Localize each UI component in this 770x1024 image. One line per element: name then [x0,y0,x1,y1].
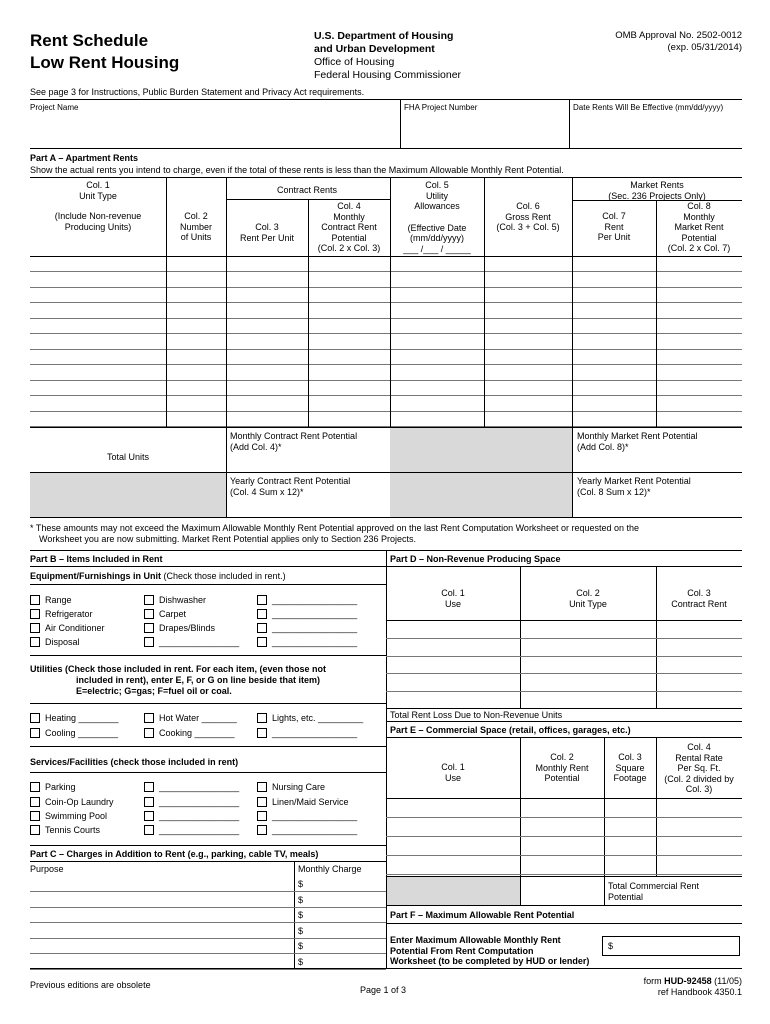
equipment-heading-bold: Equipment/Furnishings in Unit [30,571,161,581]
col1-subtitle: Unit Type [79,190,117,201]
row-line [386,638,742,639]
row-line [386,691,742,692]
part-e-col4-line: Col. 3) [685,784,713,794]
monthly-charge-dollar[interactable]: $ [298,910,304,920]
col8-line: Monthly [683,211,715,222]
col8-header [656,201,742,254]
divider [166,177,167,427]
other-equipment-blank[interactable]: _________________ [272,609,358,619]
air-conditioner-label: Air Conditioner [45,623,105,633]
monthly-charge-header: Monthly Charge [298,864,362,874]
divider [30,566,742,567]
part-e-col2-line: Monthly Rent [535,762,589,773]
other-service-blank[interactable]: ________________ [159,811,240,821]
divider [572,177,573,517]
air-conditioner-checkbox[interactable] [30,623,40,633]
fha-number-label: FHA Project Number [404,103,478,112]
part-d-col2-sub: Unit Type [569,598,607,609]
part-f-instruction-line: Enter Maximum Allowable Monthly Rent [390,935,561,945]
range-checkbox[interactable] [30,595,40,605]
col5-line: (Effective Date [407,222,467,233]
part-e-col4-line: (Col. 2 divided by [664,773,734,784]
drapes-label: Drapes/Blinds [159,623,216,633]
col8-title: Col. 8 [687,201,711,211]
linen-checkbox[interactable] [257,797,267,807]
col1-title: Col. 1 [86,180,110,190]
col4-line: Potential [331,232,367,243]
total-commercial-rent-line: Potential [608,891,644,902]
laundry-label: Coin-Op Laundry [45,797,114,807]
part-e-col3-header [604,752,656,784]
monthly-contract-rent-label [230,431,357,452]
form-title-line1: Rent Schedule [30,31,149,50]
agency-commissioner: Federal Housing Commissioner [314,69,462,81]
row-line [386,836,742,837]
col4-title: Col. 4 [337,201,361,211]
other-equipment-checkbox[interactable] [257,609,267,619]
col3-line: Rent Per Unit [239,232,295,243]
omb-approval [615,30,742,54]
other-service-checkbox[interactable] [257,811,267,821]
monthly-market-rent-line: (Add Col. 8)* [577,441,629,452]
project-name-field[interactable] [30,118,398,146]
part-f-heading: Part F – Maximum Allowable Rent Potential [390,910,575,920]
part-f-instruction [390,935,589,967]
pool-checkbox[interactable] [30,811,40,821]
carpet-checkbox[interactable] [144,609,154,619]
part-e-col3-line: Footage [613,773,647,783]
equipment-heading-note: (Check those included in rent.) [161,571,286,581]
heating-checkbox[interactable] [30,713,40,723]
shaded-cell [387,877,520,905]
part-d-col1-sub: Use [444,598,461,609]
other-service-blank[interactable]: _________________ [272,811,358,821]
other-utility-checkbox[interactable] [257,728,267,738]
utilities-heading [30,664,386,697]
tennis-label: Tennis Courts [45,825,101,835]
other-service-checkbox[interactable] [144,811,154,821]
col4-line: Monthly [333,211,365,222]
other-equipment-checkbox[interactable] [257,623,267,633]
col2-title: Col. 2 [184,211,208,221]
parking-label: Parking [45,782,76,792]
omb-expiration: (exp. 05/31/2014) [667,42,742,53]
total-rent-loss-label: Total Rent Loss Due to Non-Revenue Units [390,710,563,720]
services-heading: Services/Facilities (check those included in rent) [30,757,239,767]
divider [30,703,386,704]
divider [294,861,295,968]
part-a-heading: Part A – Apartment Rents [30,153,139,163]
divider [386,923,742,924]
other-service-checkbox[interactable] [144,825,154,835]
divider [30,655,386,656]
purpose-header: Purpose [30,864,64,874]
part-d-col2-header [520,588,656,609]
dollar-sign: $ [608,941,614,951]
lights-checkbox[interactable] [257,713,267,723]
other-service-blank[interactable]: ________________ [159,797,240,807]
form-id [644,976,742,998]
part-e-col1-header [386,762,520,783]
row-line [30,333,742,334]
other-service-checkbox[interactable] [257,825,267,835]
col4-header [308,201,390,254]
laundry-checkbox[interactable] [30,797,40,807]
nursing-label: Nursing Care [272,782,326,792]
pool-label: Swimming Pool [45,811,108,821]
part-d-col3-header [656,588,742,609]
yearly-contract-rent-line: (Col. 4 Sum x 12)* [230,486,304,497]
agency-name-line1: U.S. Department of Housing [314,30,454,42]
yearly-market-rent-line: (Col. 8 Sum x 12)* [577,486,651,497]
nursing-checkbox[interactable] [257,782,267,792]
monthly-market-rent-label [577,431,698,452]
col6-line: (Col. 3 + Col. 5) [496,222,560,232]
yearly-contract-rent-line: Yearly Contract Rent Potential [230,476,351,486]
monthly-contract-rent-line: Monthly Contract Rent Potential [230,431,358,441]
cooking-checkbox[interactable] [144,728,154,738]
other-service-blank[interactable]: _________________ [272,825,358,835]
part-d-col3-title: Col. 3 [687,588,711,598]
shaded-cell [30,473,226,517]
divider [386,708,742,709]
col8-line: Potential [681,232,717,243]
row-line [386,656,742,657]
footnote-line: * These amounts may not exceed the Maximum Allowable Monthly Rent Potential approved on the last Rent Computation Worksheet or requested on the [30,523,640,533]
hot-water-checkbox[interactable] [144,713,154,723]
col6-line: Gross Rent [505,211,551,222]
row-line [30,411,742,412]
row-line [30,287,742,288]
part-b-heading: Part B – Items Included in Rent [30,554,163,564]
part-d-col3-sub: Contract Rent [671,598,727,609]
part-e-col4-header [656,742,742,795]
part-e-col4-line: Rental Rate [675,752,723,763]
col5-header [390,180,484,254]
divider [30,861,386,862]
other-equipment-checkbox[interactable] [144,637,154,647]
heating-label[interactable]: Heating ________ [45,713,119,723]
market-rents-subtitle: (Sec. 236 Projects Only) [608,190,706,201]
row-line [386,855,742,856]
divider [484,177,485,427]
divider [226,177,227,517]
fha-number-field[interactable] [404,118,568,146]
divider [30,746,386,747]
cooking-label[interactable]: Cooking ________ [159,728,235,738]
row-line [30,969,386,970]
monthly-contract-rent-line: (Add Col. 4)* [230,441,282,452]
divider [308,199,309,427]
agency-block [314,30,461,82]
other-equipment-checkbox[interactable] [257,595,267,605]
part-d-col1-title: Col. 1 [441,588,465,598]
divider [400,99,401,148]
divider [386,737,742,738]
row-line [386,620,742,621]
divider [386,721,742,722]
row-line [30,302,742,303]
row-line [30,953,386,954]
other-service-blank[interactable]: ________________ [159,782,240,792]
col1-header [30,180,166,232]
omb-number: OMB Approval No. 2502-0012 [615,30,742,41]
parking-checkbox[interactable] [30,782,40,792]
col7-header [572,211,656,243]
col5-line: Utility [426,190,448,201]
date-effective-field[interactable] [573,118,741,146]
agency-office: Office of Housing [314,56,395,68]
monthly-charge-dollar[interactable]: $ [298,926,304,936]
other-equipment-blank[interactable]: _________________ [272,623,358,633]
part-e-heading: Part E – Commercial Space (retail, offices, garages, etc.) [390,725,631,735]
monthly-charge-dollar[interactable]: $ [298,957,304,967]
monthly-charge-dollar[interactable]: $ [298,941,304,951]
part-e-col3-line: Square [615,762,645,773]
part-d-col2-title: Col. 2 [576,588,600,598]
row-line [30,922,386,923]
col4-line: Contract Rent [321,222,377,232]
col3-title: Col. 3 [255,222,279,232]
footnote-line: Worksheet you are now submitting. Market Rent Potential applies only to Section 236 Projects. [39,534,417,544]
other-equipment-blank[interactable]: ________________ [159,637,240,647]
divider [572,200,742,201]
divider [30,472,742,473]
divider [30,427,742,428]
col5-line: (mm/dd/yyyy) [410,233,464,243]
row-line [30,938,386,939]
other-service-blank[interactable]: ________________ [159,825,240,835]
part-f-instruction-line: Potential From Rent Computation [390,945,534,956]
part-e-col4-line: Per Sq. Ft. [677,763,721,773]
row-line [30,907,386,908]
yearly-contract-rent-label [230,476,350,497]
part-e-col1-title: Col. 1 [441,762,465,772]
divider [30,772,386,773]
monthly-charge-dollar[interactable]: $ [298,895,304,905]
form-prefix: form [643,976,665,986]
divider [30,517,742,518]
part-e-col3-title: Col. 3 [618,752,642,762]
previous-editions-note: Previous editions are obsolete [30,980,151,990]
col8-line: (Col. 2 x Col. 7) [667,243,731,253]
col1-note: (Include Non-revenue [54,211,142,221]
form-date: (11/05) [711,976,742,986]
total-commercial-rent-line: Total Commercial Rent [608,881,700,891]
row-line [30,395,742,396]
row-line [386,874,742,875]
row-line [30,891,386,892]
total-commercial-rent-label [608,881,699,902]
instructions-note: See page 3 for Instructions, Public Burden Statement and Privacy Act requirements. [30,87,365,97]
dishwasher-label: Dishwasher [159,595,207,605]
total-units-label: Total Units [106,452,150,462]
dishwasher-checkbox[interactable] [144,595,154,605]
lights-label[interactable]: Lights, etc. _________ [272,713,364,723]
col7-line: Per Unit [597,232,631,242]
divider [656,200,657,427]
row-line [386,798,742,799]
refrigerator-label: Refrigerator [45,609,93,619]
col2-line: of Units [180,232,212,242]
part-a-footnote [30,523,742,545]
col6-title: Col. 6 [516,201,540,211]
disposal-label: Disposal [45,637,80,647]
part-e-col2-line: Potential [544,773,580,783]
row-line [30,271,742,272]
refrigerator-checkbox[interactable] [30,609,40,619]
col7-line: Rent [604,221,624,232]
part-e-col1-sub: Use [444,772,461,783]
project-name-label: Project Name [30,103,79,112]
col2-line: Number [179,221,212,232]
date-effective-label: Date Rents Will Be Effective (mm/dd/yyyy) [573,103,724,112]
row-line [30,380,742,381]
form-title-line2: Low Rent Housing [30,53,180,72]
linen-label: Linen/Maid Service [272,797,349,807]
part-d-heading: Part D – Non-Revenue Producing Space [390,554,561,564]
other-service-checkbox[interactable] [144,782,154,792]
row-line [30,318,742,319]
col5-date-blank[interactable]: ___ /___ / _____ [403,243,471,254]
col7-title: Col. 7 [602,211,626,221]
row-line [30,256,742,257]
equipment-heading [30,571,286,582]
row-line [30,349,742,350]
col5-line: Allowances [414,201,460,211]
form-number: HUD-92458 [664,976,712,986]
divider [30,148,742,149]
other-equipment-blank[interactable]: _________________ [272,595,358,605]
part-e-col2-header [520,752,604,784]
row-line [386,817,742,818]
disposal-checkbox[interactable] [30,637,40,647]
yearly-market-rent-line: Yearly Market Rent Potential [577,476,691,486]
tennis-checkbox[interactable] [30,825,40,835]
cooling-label[interactable]: Cooling ________ [45,728,119,738]
page-number: Page 1 of 3 [360,985,407,995]
carpet-label: Carpet [159,609,187,619]
col1-note: Producing Units) [64,221,132,232]
hot-water-label[interactable]: Hot Water _______ [159,713,237,723]
col5-title: Col. 5 [425,180,449,190]
divider [386,905,742,906]
yearly-market-rent-label [577,476,691,497]
col6-header [484,201,572,233]
row-line [386,673,742,674]
row-line [30,364,742,365]
max-allowable-rent-input[interactable] [602,936,740,956]
other-utility-blank[interactable]: _________________ [272,728,358,738]
market-rents-header [572,180,742,201]
monthly-charge-dollar[interactable]: $ [298,879,304,889]
utilities-heading-line: included in rent), enter E, F, or G on line beside that item) [76,675,321,685]
part-c-heading: Part C – Charges in Addition to Rent (e.g., parking, cable TV, meals) [30,849,319,859]
divider [569,99,570,148]
market-rents-title: Market Rents [630,180,684,190]
part-e-col4-title: Col. 4 [687,742,711,752]
col4-line: (Col. 2 x Col. 3) [317,243,381,253]
contract-rents-header: Contract Rents [276,185,338,195]
drapes-checkbox[interactable] [144,623,154,633]
part-a-instruction: Show the actual rents you intend to charge, even if the total of these rents is less than the Maximum Allowable Monthly Rent Potential. [30,165,564,175]
col8-line: Market Rent [674,222,724,232]
col3-header [226,222,308,243]
divider [30,177,742,178]
part-e-col2-title: Col. 2 [550,752,574,762]
handbook-reference: ref Handbook 4350.1 [657,987,742,997]
other-service-checkbox[interactable] [144,797,154,807]
part-d-col1-header [386,588,520,609]
divider [30,99,742,100]
cooling-checkbox[interactable] [30,728,40,738]
divider [30,584,386,585]
form-title [30,30,179,74]
divider [30,845,386,846]
agency-name-line2: and Urban Development [314,43,435,55]
other-equipment-blank[interactable]: _________________ [272,637,358,647]
divider [30,968,742,969]
other-equipment-checkbox[interactable] [257,637,267,647]
monthly-market-rent-line: Monthly Market Rent Potential [577,431,698,441]
col2-header [166,211,226,243]
part-f-instruction-line: Worksheet (to be completed by HUD or lender) [390,956,590,966]
utilities-heading-line: Utilities (Check those included in rent. For each item, (even those not [30,664,327,674]
range-label: Range [45,595,72,605]
utilities-heading-line: E=electric; G=gas; F=fuel oil or coal. [76,686,232,696]
